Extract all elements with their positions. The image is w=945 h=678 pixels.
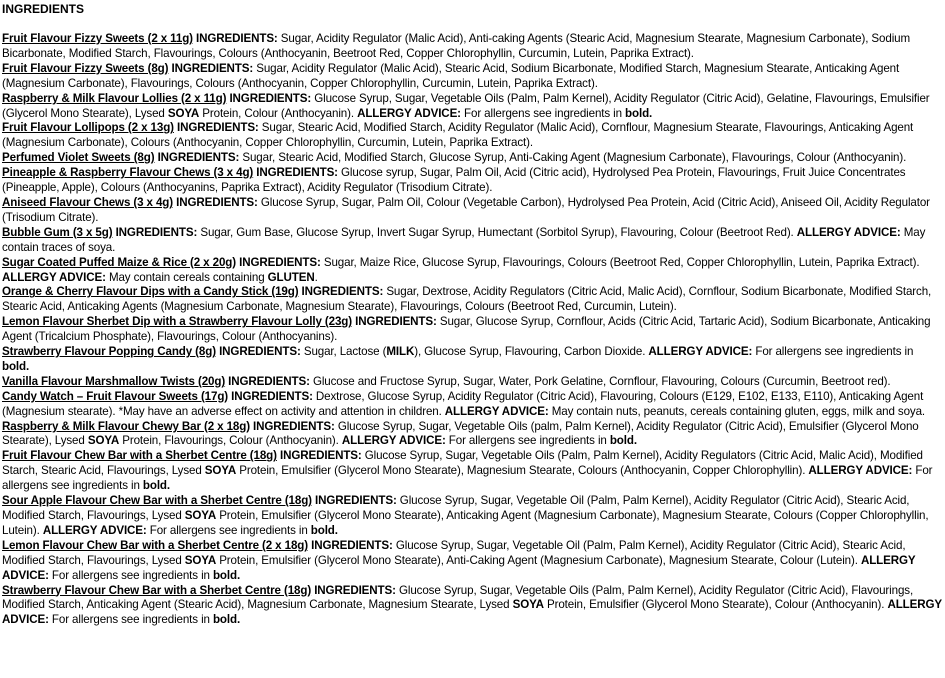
- bold-text: bold.: [310, 523, 338, 537]
- ingredient-text: Sugar, Stearic Acid, Modified Starch, Glucose Syrup, Anti-Caking Agent (Magnesium Carbonate), Flavourings, Colour (Anthocyanin).: [242, 151, 907, 165]
- ingredient-entry: [2, 166, 943, 196]
- ingredients-label: INGREDIENTS:: [228, 374, 310, 388]
- page-title: INGREDIENTS: [2, 2, 85, 16]
- ingredients-label: INGREDIENTS:: [311, 538, 393, 552]
- ingredient-entry: [2, 92, 943, 122]
- ingredient-text: ), Glucose Syrup, Flavouring, Carbon Dioxide.: [414, 345, 649, 359]
- product-name: Bubble Gum (3 x 5g): [2, 225, 113, 239]
- ingredient-text: Sugar, Gum Base, Glucose Syrup, Invert Sugar Syrup, Humectant (Sorbitol Syrup), Flavouring, Colour (Beetroot Red).: [200, 225, 797, 239]
- ingredient-text: For allergens see ingredients in: [2, 464, 933, 493]
- ingredient-text: Protein, Emulsifier (Glycerol Mono Stearate), Anticaking Agent (Magnesium Carbonate), Magnesium Stearate, Colours (Copper Chlorophyllin, Lutein).: [2, 509, 929, 537]
- bold-text: SOYA: [512, 598, 544, 612]
- product-name: Raspberry & Milk Flavour Lollies (2 x 11g): [2, 91, 227, 105]
- product-name: Orange & Cherry Flavour Dips with a Candy Stick (19g): [2, 285, 299, 299]
- bold-text: ALLERGY ADVICE:: [2, 270, 106, 284]
- ingredient-text: For allergens see ingredients in: [752, 345, 914, 359]
- ingredients-label: INGREDIENTS:: [219, 345, 301, 359]
- product-name: Fruit Flavour Lollipops (2 x 13g): [2, 121, 174, 135]
- bold-text: ALLERGY ADVICE:: [42, 523, 147, 537]
- ingredients-label: INGREDIENTS:: [315, 494, 397, 508]
- product-name: Fruit Flavour Fizzy Sweets (2 x 11g): [2, 32, 193, 45]
- ingredient-entry: [2, 345, 943, 375]
- ingredient-text: .: [314, 270, 318, 284]
- bold-text: ALLERGY ADVICE:: [341, 434, 446, 448]
- bold-text: GLUTEN: [267, 270, 315, 284]
- product-name: Lemon Flavour Chew Bar with a Sherbet Centre (2 x 18g): [2, 538, 308, 552]
- ingredient-text: Protein, Colour (Anthocyanin).: [199, 106, 358, 120]
- ingredient-text: Protein, Emulsifier (Glycerol Mono Stearate), Magnesium Stearate, Colours (Anthocyanin, Copper Chlorophyllin).: [236, 464, 809, 478]
- bold-text: bold.: [625, 106, 653, 120]
- ingredient-text: Glucose Syrup, Sugar, Vegetable Oil (Palm, Palm Kernel), Acidity Regulator (Citric Acid), Stearic Acid, Modified Starch, Flavourings, Lysed: [2, 538, 906, 567]
- ingredient-entry: [2, 285, 943, 315]
- ingredient-entry: [2, 196, 943, 226]
- ingredient-text: Glucose and Fructose Syrup, Sugar, Water, Pork Gelatine, Cornflour, Flavouring, Colours (Curcumin, Beetroot red).: [312, 374, 891, 388]
- ingredient-text: Protein, Emulsifier (Glycerol Mono Stearate), Anti-Caking Agent (Magnesium Carbonate), Magnesium Stearate, Colour (Lutein).: [216, 553, 861, 567]
- ingredient-text: Glucose Syrup, Sugar, Vegetable Oils (Palm, Palm Kernel), Acidity Regulator (Citric Acid), Gelatine, Flavourings, Emulsifier (Glycerol Mono Stearate), Lysed: [2, 91, 930, 120]
- product-name: Raspberry & Milk Flavour Chewy Bar (2 x 18g): [2, 419, 250, 433]
- ingredients-label: INGREDIENTS:: [256, 166, 338, 180]
- ingredient-entry: [2, 375, 943, 390]
- ingredients-label: INGREDIENTS:: [314, 583, 396, 597]
- ingredients-label: INGREDIENTS:: [196, 32, 278, 45]
- ingredient-text: Glucose syrup, Sugar, Palm Oil, Acid (Citric acid), Hydrolysed Pea Protein, Flavourings, Fruit Juice Concentrates (Pineapple, Apple), Colours (Anthocyanins, Paprika Extract), Acidity Regulator (Trisodium Citrate).: [2, 166, 906, 195]
- ingredients-label: INGREDIENTS:: [171, 61, 254, 75]
- ingredient-text: For allergens see ingredients in: [146, 523, 311, 537]
- product-name: Aniseed Flavour Chews (3 x 4g): [2, 195, 173, 209]
- ingredient-text: May contain nuts, peanuts, cereals containing gluten, eggs, milk and soya.: [548, 404, 926, 418]
- ingredients-label: INGREDIENTS:: [301, 285, 384, 299]
- bold-text: bold.: [142, 479, 170, 493]
- ingredient-text: Glucose Syrup, Sugar, Vegetable Oil (Palm, Palm Kernel), Acidity Regulator (Citric Acid), Stearic Acid, Modified Starch, Flavourings, Lysed: [2, 494, 910, 522]
- ingredient-entry: [2, 256, 943, 286]
- ingredients-label: INGREDIENTS:: [177, 121, 259, 135]
- ingredient-entry: [2, 315, 943, 345]
- ingredient-entry: [2, 539, 943, 584]
- ingredient-entry: [2, 62, 943, 92]
- ingredient-text: Sugar, Acidity Regulator (Malic Acid), Stearic Acid, Sodium Bicarbonate, Modified Starch, Magnesium Stearate, Anticaking Agent (Magnesium Carbonate), Flavourings, Colours (Anthocyanin, Copper Chlorophyllin, Curcumin, Lutein, Paprika Extract).: [2, 61, 900, 90]
- bold-text: ALLERGY ADVICE:: [808, 464, 913, 478]
- bold-text: ALLERGY ADVICE:: [357, 106, 461, 120]
- ingredient-text: Sugar, Glucose Syrup, Cornflour, Acids (Citric Acid, Tartaric Acid), Sodium Bicarbonate, Anticaking Agent (Tricalcium Phosphate), Flavourings, Colour (Anthocyanins).: [2, 315, 931, 344]
- ingredients-label: INGREDIENTS:: [253, 419, 335, 433]
- ingredient-text: Sugar, Acidity Regulator (Malic Acid), Anti-caking Agents (Stearic Acid, Magnesium Stearate, Magnesium Carbonate), Sodium Bicarbonate, Modified Starch, Flavourings, Colours (Anthocyanin, Beetroot Red, Copper Chlorophyllin, Curcumin, Lutein, Paprika Extract).: [2, 32, 911, 60]
- product-name: Sour Apple Flavour Chew Bar with a Sherbet Centre (18g): [2, 494, 312, 508]
- product-name: Lemon Flavour Sherbet Dip with a Strawberry Flavour Lolly (23g): [2, 315, 352, 329]
- bold-text: ALLERGY ADVICE:: [648, 345, 753, 359]
- ingredient-entry: [2, 494, 943, 539]
- ingredient-entry: [2, 390, 943, 420]
- product-name: Perfumed Violet Sweets (8g): [2, 151, 155, 165]
- ingredient-entry: [2, 449, 943, 494]
- product-name: Pineapple & Raspberry Flavour Chews (3 x 4g): [2, 166, 254, 180]
- bold-text: SOYA: [184, 553, 217, 567]
- bold-text: bold.: [212, 568, 241, 582]
- ingredient-text: Sugar, Maize Rice, Glucose Syrup, Flavourings, Colours (Beetroot Red, Copper Chlorophyllin, Lutein, Paprika Extract).: [323, 255, 920, 269]
- bold-text: bold.: [212, 613, 241, 627]
- ingredient-text: Protein, Emulsifier (Glycerol Mono Stearate), Colour (Anthocyanin).: [543, 598, 888, 612]
- ingredient-text: For allergens see ingredients in: [445, 434, 610, 448]
- ingredients-label: INGREDIENTS:: [279, 449, 362, 463]
- ingredient-entry: [2, 226, 943, 256]
- bold-text: ALLERGY ADVICE:: [444, 404, 549, 418]
- ingredients-label: INGREDIENTS:: [229, 91, 312, 105]
- bold-text: ALLERGY ADVICE:: [2, 598, 942, 627]
- product-name: Strawberry Flavour Popping Candy (8g): [2, 345, 216, 359]
- ingredient-text: For allergens see ingredients in: [460, 106, 626, 120]
- ingredient-text: Glucose Syrup, Sugar, Palm Oil, Colour (Vegetable Carbon), Hydrolysed Pea Protein, Acid (Citric Acid), Aniseed Oil, Acidity Regulator (Trisodium Citrate).: [2, 195, 930, 224]
- ingredient-text: Glucose Syrup, Sugar, Vegetable Oils (Palm, Palm Kernel), Acidity Regulator (Citric Acid), Flavourings, Modified Starch, Anticaking Agent (Stearic Acid), Magnesium Carbonate, Magnesium Stearate, Lysed: [2, 583, 914, 612]
- product-name: Candy Watch – Fruit Flavour Sweets (17g): [2, 389, 229, 403]
- bold-text: SOYA: [204, 464, 237, 478]
- ingredient-text: For allergens see ingredients in: [48, 568, 213, 582]
- ingredient-text: For allergens see ingredients in: [48, 613, 213, 627]
- ingredient-list: [2, 32, 943, 628]
- bold-text: SOYA: [167, 106, 200, 120]
- bold-text: ALLERGY ADVICE:: [2, 553, 916, 582]
- ingredients-label: INGREDIENTS:: [157, 151, 240, 165]
- product-name: Fruit Flavour Chew Bar with a Sherbet Centre (18g): [2, 449, 277, 463]
- product-name: Sugar Coated Puffed Maize & Rice (2 x 20g): [2, 255, 236, 269]
- bold-text: ALLERGY ADVICE:: [796, 225, 901, 239]
- bold-text: bold.: [2, 359, 30, 373]
- product-name: Fruit Flavour Fizzy Sweets (8g): [2, 61, 169, 75]
- ingredients-label: INGREDIENTS:: [231, 389, 313, 403]
- bold-text: bold.: [609, 434, 637, 448]
- ingredient-text: Dextrose, Glucose Syrup, Acidity Regulator (Citric Acid), Flavouring, Colours (E129, E102, E133, E110), Anticaking Agent (Magnesium stearate). *May have an adverse effect on activity and attention in children.: [2, 389, 924, 418]
- ingredient-entry: [2, 420, 943, 450]
- ingredient-text: Glucose Syrup, Sugar, Vegetable Oils (palm, Palm Kernel), Acidity Regulator (Citric Acid), Emulsifier (Glycerol Mono Stearate), Lysed: [2, 419, 919, 448]
- ingredients-label: INGREDIENTS:: [239, 255, 321, 269]
- bold-text: SOYA: [184, 509, 217, 522]
- ingredients-label: INGREDIENTS:: [355, 315, 437, 329]
- product-name: Strawberry Flavour Chew Bar with a Sherbet Centre (18g): [2, 583, 312, 597]
- ingredient-entry: [2, 32, 943, 62]
- ingredient-entry: [2, 151, 943, 166]
- bold-text: SOYA: [87, 434, 120, 448]
- ingredient-entry: [2, 584, 943, 629]
- ingredient-text: Sugar, Dextrose, Acidity Regulators (Citric Acid, Malic Acid), Cornflour, Sodium Bicarbonate, Modified Starch, Stearic Acid, Anticaking Agents (Magnesium Carbonate, Magnesium Stearate), Flavourings, Colours (Beetroot Red, Curcumin, Lutein).: [2, 285, 932, 314]
- ingredient-entry: [2, 121, 943, 151]
- product-name: Vanilla Flavour Marshmallow Twists (20g): [2, 374, 226, 388]
- ingredient-text: Sugar, Lactose (: [303, 345, 387, 359]
- ingredient-text: May contain cereals containing: [105, 270, 268, 284]
- bold-text: MILK: [386, 345, 415, 359]
- ingredient-text: Protein, Flavourings, Colour (Anthocyanin).: [119, 434, 342, 448]
- ingredients-label: INGREDIENTS:: [176, 195, 258, 209]
- ingredient-text: Glucose Syrup, Sugar, Vegetable Oils (Palm, Palm Kernel), Acidity Regulators (Citric Acid, Malic Acid), Modified Starch, Stearic Acid, Flavourings, Lysed: [2, 449, 923, 478]
- ingredient-text: May contain traces of soya.: [2, 225, 926, 254]
- ingredient-text: Sugar, Stearic Acid, Modified Starch, Acidity Regulator (Malic Acid), Cornflour, Magnesium Stearate, Flavourings, Anticaking Agent (Magnesium Carbonate), Colours (Anthocyanin, Copper Chlorophyllin, Curcumin, Lutein, Paprika Extract).: [2, 121, 914, 150]
- ingredients-label: INGREDIENTS:: [115, 225, 198, 239]
